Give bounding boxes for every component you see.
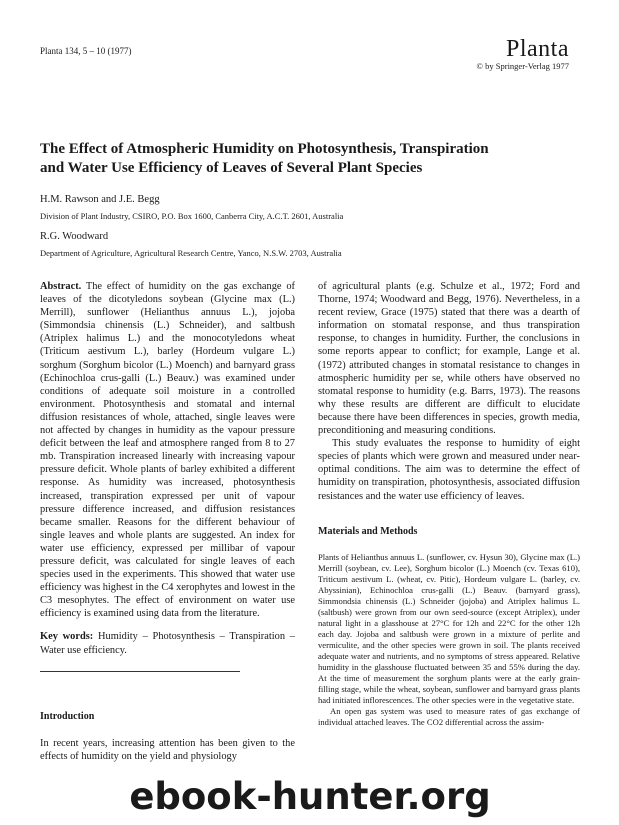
introduction-paragraph-1: In recent years, increasing attention has been given to the effects of humidity on the yield and physiology [40,737,295,762]
article-title [40,140,580,178]
introduction-paragraph-1-continued: of agricultural plants (e.g. Schulze et al., 1972; Ford and Thorne, 1974; Woodward and Begg, 1976). Nevertheless, in a recent review, Grace (1975) stated that there was a dearth of information on stomatal response, and thus transpiration response, to changes in humidity. Further, the conclusions in some reports appear to conflict; for example, Lange et al. (1972) attributed changes in stomatal resistance to changes in atmospheric humidity per se, while others have observed no stomatal response to humidity (e.g. Barrs, 1973). The reasons why these results are different are difficult to elucidate because there have been differences in species, growth media, preconditioning and measuring conditions. [318,281,580,437]
keywords [40,630,295,656]
copyright-notice: © by Springer-Verlag 1977 [476,61,569,71]
keywords-label: Key words: [40,631,94,643]
section-divider [40,671,240,672]
journal-logo-text: Planta [506,36,569,62]
title-line-1: The Effect of Atmospheric Humidity on Photosynthesis, Transpiration [40,141,489,157]
left-column [40,280,295,763]
authors-group-1: H.M. Rawson and J.E. Begg [40,194,160,205]
introduction-heading: Introduction [40,710,95,722]
abstract [40,280,295,620]
journal-brand [477,38,569,71]
introduction-paragraph-2: This study evaluates the response to humidity of eight species of plants which were grown and measured under near-optimal conditions. The aim was to determine the effect of humidity on transpiration, photosynthesis, associated diffusion resistances and the water use efficiency of leaves. [318,438,580,502]
keywords-text: Humidity – Photosynthesis – Transpiration – Water use efficiency. [40,631,295,656]
methods-paragraph-1: Plants of Helianthus annuus L. (sunflower, cv. Hysun 30), Glycine max (L.) Merrill (soybean, cv. Lee), Sorghum bicolor (L.) Moench (cv. Texas 610), Triticum aestivum L. (wheat, cv. Pitic), Hordeum vulgare L. (barley, cv. Abyssinian), Echinochloa crus-galli (L.) Beauv. (barnyard grass), Simmondsia chinensis (L.) Schneider (jojoba) and Atriplex halimus L. (saltbush) were grown from our own seed-source (except Atriplex), under natural light in a glasshouse at 27°C for 12h and 22°C for the other 12h each day. Jojoba and saltbush were grown in a mixture of perlite and vermiculite, and the other species were grown in soil. The plants received adequate water and nutrients, and no symptoms of stress appeared. Relative humidity in the glasshouse fluctuated between 35 and 55% during the day. At the time of measurement the sorghum plants were at the early grain-filling stage, while the wheat, soybean, sunflower and barnyard grass plants had initiated inflorescences. The other species were in the vegetative state. [318,551,580,705]
methods-paragraph-2: An open gas system was used to measure rates of gas exchange of individual attached leaves. The CO2 differential across the assim- [318,705,580,727]
title-line-2: and Water Use Efficiency of Leaves of Several Plant Species [40,160,423,176]
affiliation-2: Department of Agriculture, Agricultural Research Centre, Yanco, N.S.W. 2703, Australia [40,248,342,258]
affiliation-1: Division of Plant Industry, CSIRO, P.O. Box 1600, Canberra City, A.C.T. 2601, Australia [40,211,344,221]
authors-group-2: R.G. Woodward [40,231,109,242]
right-column [318,280,580,728]
abstract-label: Abstract. [40,281,82,292]
abstract-text: The effect of humidity on the gas exchange of leaves of the dicotyledons soybean (Glycine max (L.) Merrill), sunflower (Helianthus annuus L.), jojoba (Simmondsia chinensis (L.) Schneider), and saltbush (Atriplex halimus L.) and the monocotyledons wheat (Triticum aestivum L.), barley (Hordeum vulgare L.) sorghum (Sorghum bicolor (L.) Moench) and barnyard grass (Echinochloa crus-galli (L.) Beauv.) was examined under conditions of adequate soil moisture in a controlled environment. Photosynthesis and stomatal and internal diffusion resistances of whole, attached, single leaves were not affected by changes in humidity as the vapour pressure deficit between the leaf and atmosphere ranged from 8 to 27 mb. Transpiration increased linearly with increasing vapour pressure deficit. Whole plants of barley exhibited a different response. As humidity was increased, photosynthesis increased, transpiration expressed per unit of vapour pressure difference increased, and diffusion resistances became smaller. Reasons for the different behaviour of single leaves and whole plants are suggested. An index for water use efficiency, expressed per millibar of vapour pressure deficit, was calculated for single leaves of each species used in the experiments. This showed that water use efficiency was highest in the C4 xerophytes and lowest in the C3 mesophytes. The effect of environment on water use efficiency is examined using data from the literature. [40,281,295,620]
journal-reference: Planta 134, 5 – 10 (1977) [40,46,132,56]
watermark-banner: ebook-hunter.org [40,777,580,817]
methods-heading: Materials and Methods [318,525,418,537]
